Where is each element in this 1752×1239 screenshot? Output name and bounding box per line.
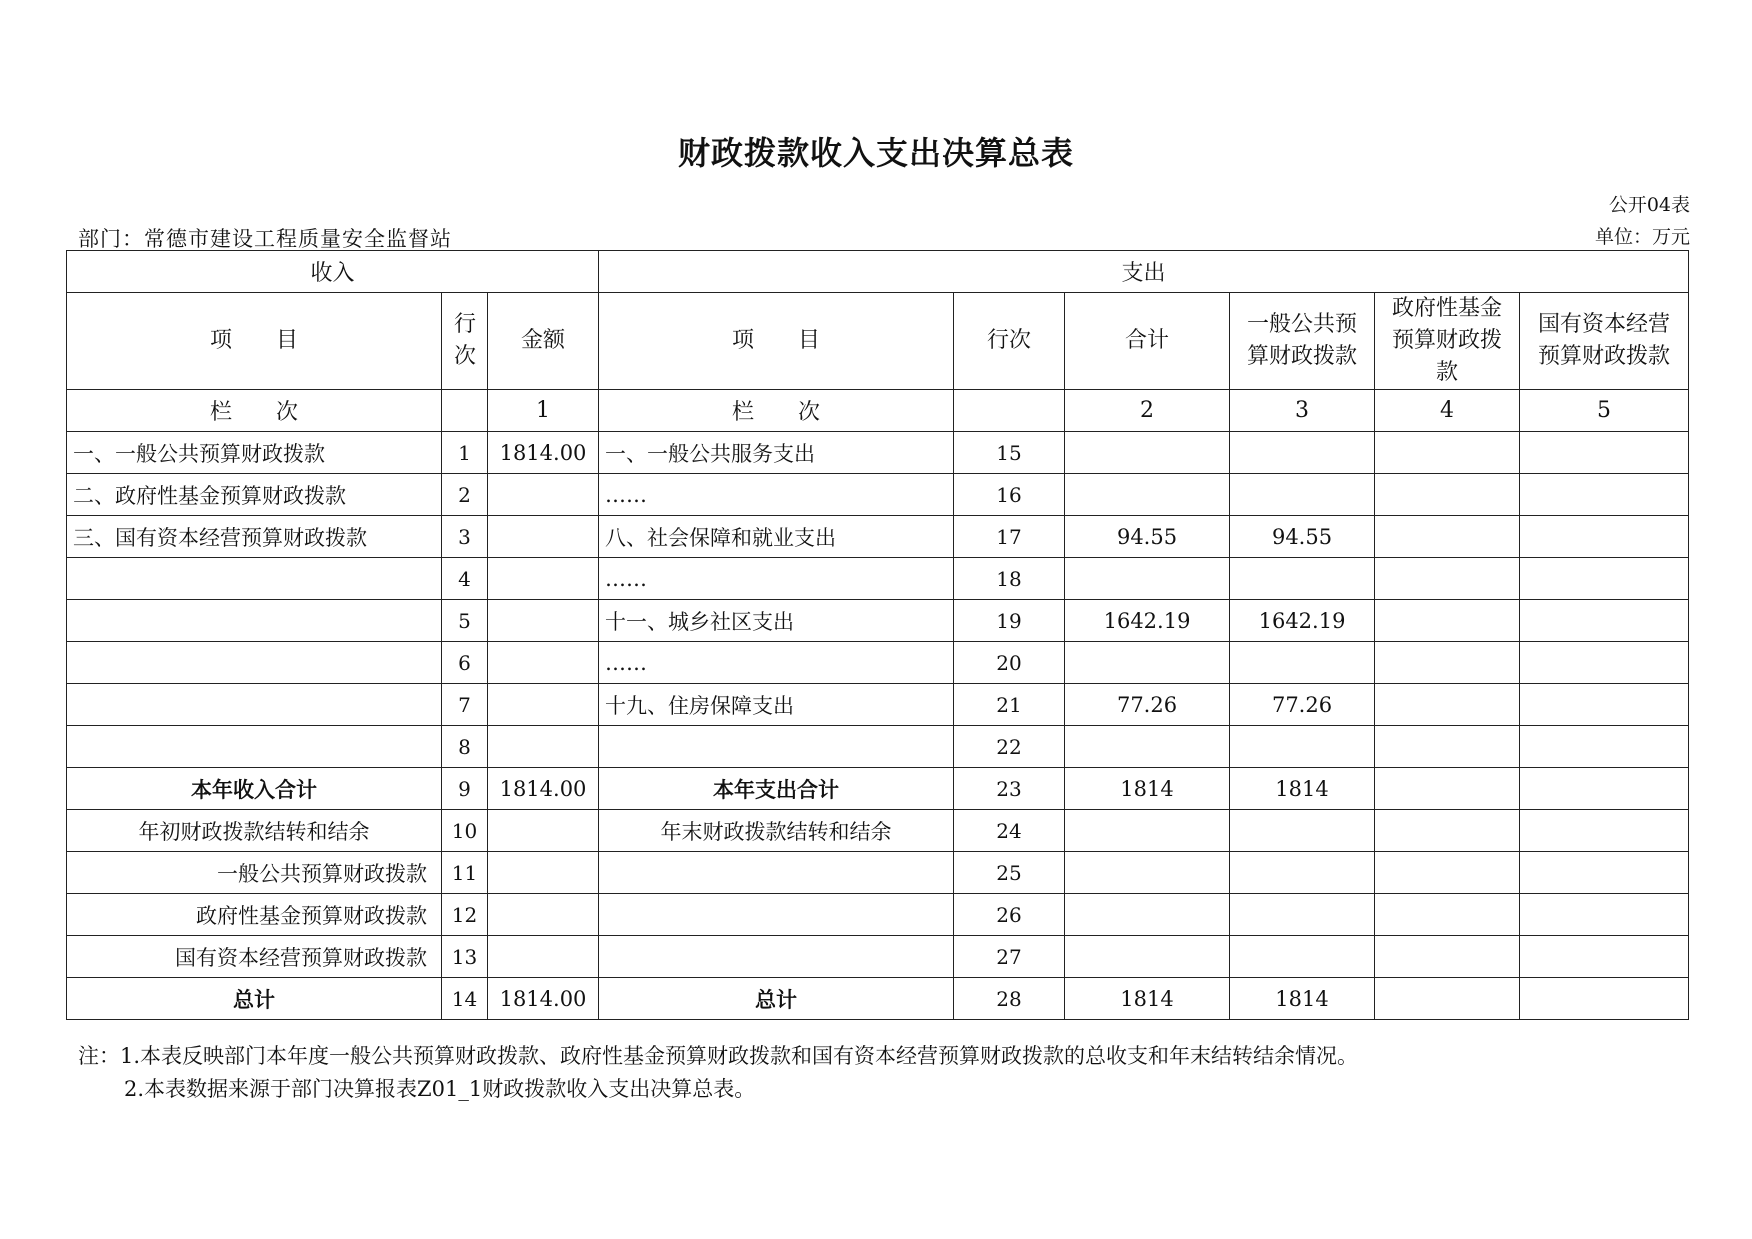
- income-item: [67, 642, 442, 684]
- income-amount: [488, 684, 599, 726]
- table-row: [67, 726, 1689, 768]
- expense-general-budget: 94.55: [1230, 516, 1375, 558]
- expense-item: [599, 894, 954, 936]
- income-amount: [488, 474, 599, 516]
- income-amount: [488, 726, 599, 768]
- expense-fund-budget: [1375, 516, 1520, 558]
- expense-line-no: 23: [954, 768, 1065, 810]
- table-row: [67, 852, 1689, 894]
- col-fund-budget: 政府性基金预算财政拨款: [1375, 293, 1520, 390]
- expense-state-capital-budget: [1520, 936, 1689, 978]
- expense-state-capital-budget: [1520, 642, 1689, 684]
- income-amount: 1814.00: [488, 978, 599, 1020]
- expense-section-header: 支出: [599, 251, 1689, 293]
- income-line-no: 9: [442, 768, 488, 810]
- expense-state-capital-budget: [1520, 978, 1689, 1020]
- income-item: 国有资本经营预算财政拨款: [67, 936, 442, 978]
- expense-total: 1814: [1065, 768, 1230, 810]
- income-item: 二、政府性基金预算财政拨款: [67, 474, 442, 516]
- expense-state-capital-budget: [1520, 600, 1689, 642]
- col-state-capital-budget: 国有资本经营预算财政拨款: [1520, 293, 1689, 390]
- expense-line-no: 20: [954, 642, 1065, 684]
- income-item: [67, 558, 442, 600]
- table-body: [67, 432, 1689, 1020]
- expense-line-no: 24: [954, 810, 1065, 852]
- income-line-no: 13: [442, 936, 488, 978]
- income-amount: [488, 810, 599, 852]
- col-income-amount: 金额: [488, 293, 599, 390]
- expense-item: 总计: [599, 978, 954, 1020]
- expense-general-budget: [1230, 432, 1375, 474]
- expense-item: 十一、城乡社区支出: [599, 600, 954, 642]
- table-row: [67, 558, 1689, 600]
- expense-item: 年末财政拨款结转和结余: [599, 810, 954, 852]
- expense-line-no: 16: [954, 474, 1065, 516]
- income-item: 年初财政拨款结转和结余: [67, 810, 442, 852]
- expense-total: 77.26: [1065, 684, 1230, 726]
- expense-fund-budget: [1375, 600, 1520, 642]
- expense-item: ……: [599, 558, 954, 600]
- expense-general-budget: 1814: [1230, 768, 1375, 810]
- expense-line-no: 26: [954, 894, 1065, 936]
- income-line-no: 4: [442, 558, 488, 600]
- table-row: [67, 894, 1689, 936]
- table-row: [67, 642, 1689, 684]
- expense-general-budget: [1230, 936, 1375, 978]
- col-index-label: 栏 次: [67, 390, 442, 432]
- expense-line-no: 15: [954, 432, 1065, 474]
- expense-state-capital-budget: [1520, 474, 1689, 516]
- col-index-amount: 1: [488, 390, 599, 432]
- expense-state-capital-budget: [1520, 894, 1689, 936]
- table-row: [67, 768, 1689, 810]
- expense-fund-budget: [1375, 978, 1520, 1020]
- table-row: [67, 810, 1689, 852]
- expense-general-budget: 1642.19: [1230, 600, 1375, 642]
- income-line-no: 11: [442, 852, 488, 894]
- form-number: 公开04表: [1608, 194, 1690, 216]
- note-1: 注：1.本表反映部门本年度一般公共预算财政拨款、政府性基金预算财政拨款和国有资本经营预算财政拨款的总收支和年末结转结余情况。: [78, 1044, 1359, 1068]
- expense-line-no: 27: [954, 936, 1065, 978]
- income-item: [67, 726, 442, 768]
- expense-item: ……: [599, 642, 954, 684]
- income-item: 总计: [67, 978, 442, 1020]
- department-label: 部门：常德市建设工程质量安全监督站: [78, 227, 452, 251]
- expense-line-no: 21: [954, 684, 1065, 726]
- expense-general-budget: 77.26: [1230, 684, 1375, 726]
- fiscal-appropriation-table: [66, 250, 1689, 1020]
- expense-line-no: 18: [954, 558, 1065, 600]
- income-amount: [488, 894, 599, 936]
- table-row: [67, 432, 1689, 474]
- income-line-no: 7: [442, 684, 488, 726]
- income-item: 本年收入合计: [67, 768, 442, 810]
- expense-item: 一、一般公共服务支出: [599, 432, 954, 474]
- expense-fund-budget: [1375, 852, 1520, 894]
- expense-fund-budget: [1375, 642, 1520, 684]
- income-item: 三、国有资本经营预算财政拨款: [67, 516, 442, 558]
- expense-total: [1065, 894, 1230, 936]
- expense-general-budget: [1230, 474, 1375, 516]
- expense-item: 八、社会保障和就业支出: [599, 516, 954, 558]
- expense-state-capital-budget: [1520, 516, 1689, 558]
- col-index-blank: [442, 390, 488, 432]
- expense-line-no: 17: [954, 516, 1065, 558]
- expense-general-budget: [1230, 894, 1375, 936]
- expense-item: 十九、住房保障支出: [599, 684, 954, 726]
- expense-total: [1065, 558, 1230, 600]
- income-section-header: 收入: [67, 251, 599, 293]
- expense-state-capital-budget: [1520, 852, 1689, 894]
- expense-item: ……: [599, 474, 954, 516]
- expense-fund-budget: [1375, 894, 1520, 936]
- table-row: [67, 600, 1689, 642]
- expense-total: [1065, 810, 1230, 852]
- expense-total: [1065, 852, 1230, 894]
- page-title: 财政拨款收入支出决算总表: [677, 134, 1074, 172]
- col-index-general: 3: [1230, 390, 1375, 432]
- expense-general-budget: [1230, 810, 1375, 852]
- col-index-fund: 4: [1375, 390, 1520, 432]
- col-expense-line-no: 行次: [954, 293, 1065, 390]
- expense-item: [599, 936, 954, 978]
- expense-total: 94.55: [1065, 516, 1230, 558]
- col-index-label-exp: 栏 次: [599, 390, 954, 432]
- col-total: 合计: [1065, 293, 1230, 390]
- expense-state-capital-budget: [1520, 768, 1689, 810]
- expense-fund-budget: [1375, 768, 1520, 810]
- expense-general-budget: 1814: [1230, 978, 1375, 1020]
- col-income-item: 项 目: [67, 293, 442, 390]
- expense-total: [1065, 432, 1230, 474]
- col-income-line-no: 行次: [442, 293, 488, 390]
- income-item: 政府性基金预算财政拨款: [67, 894, 442, 936]
- col-general-budget: 一般公共预算财政拨款: [1230, 293, 1375, 390]
- expense-total: [1065, 726, 1230, 768]
- income-item: [67, 684, 442, 726]
- income-line-no: 3: [442, 516, 488, 558]
- expense-state-capital-budget: [1520, 432, 1689, 474]
- expense-fund-budget: [1375, 558, 1520, 600]
- expense-fund-budget: [1375, 810, 1520, 852]
- expense-line-no: 25: [954, 852, 1065, 894]
- income-amount: 1814.00: [488, 768, 599, 810]
- expense-fund-budget: [1375, 432, 1520, 474]
- expense-total: [1065, 936, 1230, 978]
- income-line-no: 12: [442, 894, 488, 936]
- notes: [78, 1040, 1358, 1106]
- expense-item: 本年支出合计: [599, 768, 954, 810]
- expense-item: [599, 852, 954, 894]
- expense-line-no: 19: [954, 600, 1065, 642]
- income-amount: 1814.00: [488, 432, 599, 474]
- expense-state-capital-budget: [1520, 810, 1689, 852]
- income-item: 一般公共预算财政拨款: [67, 852, 442, 894]
- income-amount: [488, 642, 599, 684]
- expense-fund-budget: [1375, 936, 1520, 978]
- expense-line-no: 22: [954, 726, 1065, 768]
- expense-general-budget: [1230, 558, 1375, 600]
- income-line-no: 10: [442, 810, 488, 852]
- expense-general-budget: [1230, 642, 1375, 684]
- expense-general-budget: [1230, 726, 1375, 768]
- expense-fund-budget: [1375, 684, 1520, 726]
- table-row: [67, 978, 1689, 1020]
- col-index-total: 2: [1065, 390, 1230, 432]
- col-index-blank-exp: [954, 390, 1065, 432]
- unit-label: 单位：万元: [1594, 226, 1690, 248]
- expense-total: 1814: [1065, 978, 1230, 1020]
- note-2: 2.本表数据来源于部门决算报表Z01_1财政拨款收入支出决算总表。: [124, 1077, 756, 1101]
- income-item: [67, 600, 442, 642]
- expense-total: 1642.19: [1065, 600, 1230, 642]
- expense-state-capital-budget: [1520, 558, 1689, 600]
- income-line-no: 2: [442, 474, 488, 516]
- income-line-no: 8: [442, 726, 488, 768]
- col-expense-item: 项 目: [599, 293, 954, 390]
- expense-state-capital-budget: [1520, 726, 1689, 768]
- income-amount: [488, 936, 599, 978]
- expense-fund-budget: [1375, 726, 1520, 768]
- expense-total: [1065, 642, 1230, 684]
- income-amount: [488, 516, 599, 558]
- income-amount: [488, 558, 599, 600]
- expense-line-no: 28: [954, 978, 1065, 1020]
- income-amount: [488, 600, 599, 642]
- expense-total: [1065, 474, 1230, 516]
- expense-state-capital-budget: [1520, 684, 1689, 726]
- expense-general-budget: [1230, 852, 1375, 894]
- income-line-no: 1: [442, 432, 488, 474]
- table-row: [67, 516, 1689, 558]
- expense-fund-budget: [1375, 474, 1520, 516]
- col-index-state: 5: [1520, 390, 1689, 432]
- table-row: [67, 474, 1689, 516]
- expense-item: [599, 726, 954, 768]
- income-line-no: 5: [442, 600, 488, 642]
- table-row: [67, 936, 1689, 978]
- income-line-no: 6: [442, 642, 488, 684]
- income-amount: [488, 852, 599, 894]
- table-row: [67, 684, 1689, 726]
- income-line-no: 14: [442, 978, 488, 1020]
- income-item: 一、一般公共预算财政拨款: [67, 432, 442, 474]
